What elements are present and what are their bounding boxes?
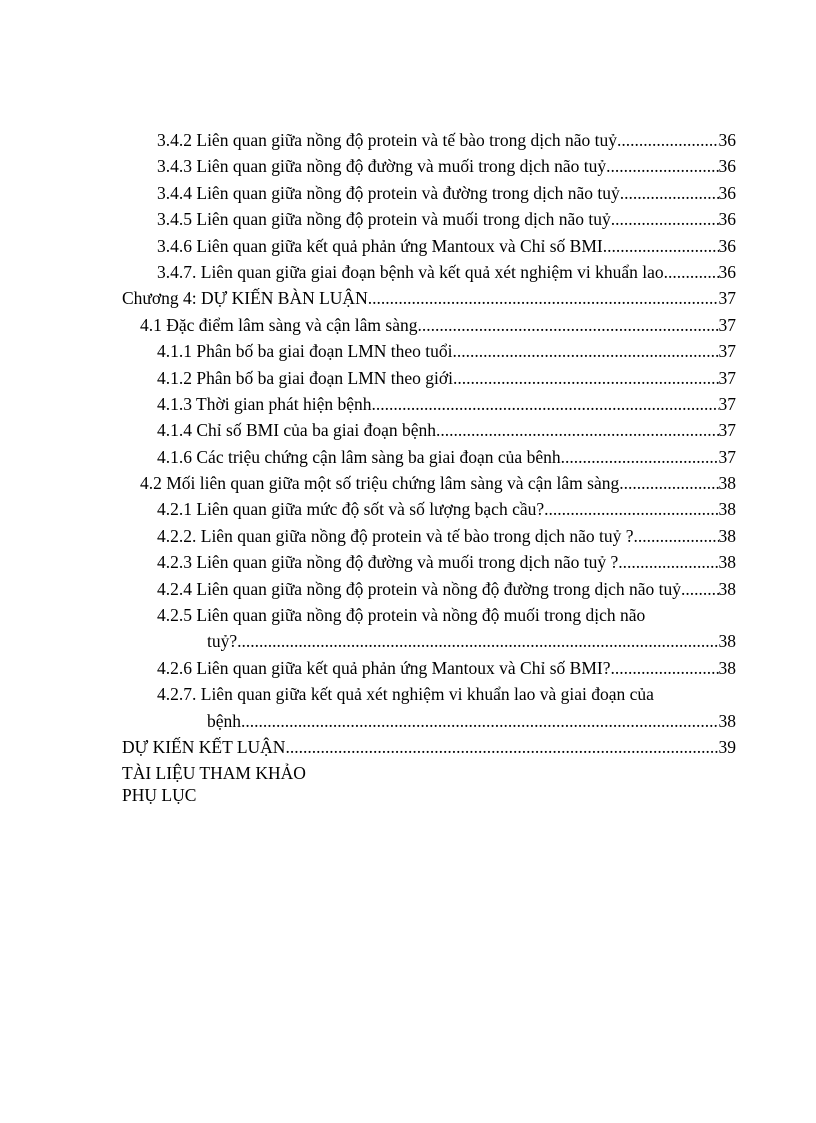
toc-entry-title: 4.1.4 Chỉ số BMI của ba giai đoạn bệnh. xyxy=(157,420,441,441)
toc-dot-leader xyxy=(618,549,718,575)
toc-entry-page-number: 38 xyxy=(718,552,736,573)
toc-entry-title: DỰ KIẾN KẾT LUẬN xyxy=(122,736,286,757)
toc-entry-page-number: 37 xyxy=(718,288,736,309)
toc-entry-title: 4.1 Đặc điểm lâm sàng và cận lâm sàng xyxy=(140,314,418,335)
toc-entry xyxy=(0,180,816,206)
toc-entry-page-number: 37 xyxy=(718,314,736,335)
toc-dot-leader xyxy=(565,444,719,470)
toc-dot-leader xyxy=(634,523,719,549)
toc-dot-leader xyxy=(685,576,718,602)
toc-entry-page-number: 36 xyxy=(718,261,736,282)
toc-dot-leader xyxy=(457,338,719,364)
toc-entry xyxy=(0,655,816,681)
toc-dot-leader xyxy=(619,470,718,496)
toc-entry xyxy=(0,784,816,808)
toc-entry-title: 4.2 Mối liên quan giữa một số triệu chứng lâm sàng và cận lâm sàng xyxy=(140,473,620,494)
toc-entry xyxy=(0,602,816,628)
toc-entry-title: Chương 4: DỰ KIẾN BÀN LUẬN xyxy=(122,288,368,309)
toc-entry-title: TÀI LIỆU THAM KHẢO xyxy=(122,763,306,784)
toc-entry-title: 4.2.1 Liên quan giữa mức độ sốt và số lượng bạch cầu? xyxy=(157,499,545,520)
toc-entry xyxy=(0,496,816,522)
toc-dot-leader xyxy=(615,206,718,232)
toc-entry-page-number: 37 xyxy=(718,446,736,467)
toc-entry xyxy=(0,734,816,760)
toc-entry-page-number: 37 xyxy=(718,341,736,362)
toc-entry-title: PHỤ LỤC xyxy=(122,785,197,806)
toc-dot-leader xyxy=(417,312,718,338)
toc-entry-page-number: 36 xyxy=(718,209,736,230)
toc-entry xyxy=(0,127,816,153)
toc-entry-page-number: 39 xyxy=(718,736,736,757)
toc-entry xyxy=(0,523,816,549)
toc-entry-title: 3.4.4 Liên quan giữa nồng độ protein và đường trong dịch não tuỷ. xyxy=(157,182,625,203)
toc-dot-leader xyxy=(285,734,718,760)
toc-entry-title: 4.2.7. Liên quan giữa kết quả xét nghiệm vi khuẩn lao và giai đoạn của xyxy=(157,684,654,705)
toc-entry-title: 4.2.3 Liên quan giữa nồng độ đường và muối trong dịch não tuỷ ? xyxy=(157,552,619,573)
toc-dot-leader xyxy=(664,259,719,285)
toc-entry xyxy=(0,470,816,496)
toc-dot-leader xyxy=(241,708,718,734)
toc-entry xyxy=(0,285,816,311)
toc-entry xyxy=(0,391,816,417)
toc-entry-page-number: 37 xyxy=(718,367,736,388)
toc-entry-title: 4.1.2 Phân bố ba giai đoạn LMN theo giới. xyxy=(157,367,458,388)
toc-entry-page-number: 38 xyxy=(718,631,736,652)
toc-entry-page-number: 38 xyxy=(718,657,736,678)
toc-entry-title: 4.1.3 Thời gian phát hiện bệnh. xyxy=(157,393,376,414)
toc-entry-page-number: 38 xyxy=(718,473,736,494)
toc-dot-leader xyxy=(610,655,718,681)
toc-entry-title: 3.4.2 Liên quan giữa nồng độ protein và tế bào trong dịch não tuỷ. xyxy=(157,130,622,150)
toc-entry-title: 4.2.5 Liên quan giữa nồng độ protein và nồng độ muối trong dịch não xyxy=(157,605,646,626)
toc-entry-page-number: 38 xyxy=(718,525,736,546)
toc-dot-leader xyxy=(368,285,719,311)
toc-entry xyxy=(0,681,816,707)
toc-entry-title: 4.2.6 Liên quan giữa kết quả phản ứng Mantoux và Chỉ số BMI? xyxy=(157,657,611,678)
toc-entry-page-number: 38 xyxy=(718,499,736,520)
toc-entry-title: 3.4.3 Liên quan giữa nồng độ đường và muối trong dịch não tuỷ xyxy=(157,156,607,177)
toc-entry-title: 3.4.7. Liên quan giữa giai đoạn bệnh và kết quả xét nghiệm vi khuẩn lao xyxy=(157,261,664,282)
toc-entry xyxy=(0,338,816,364)
toc-entry-title: 4.1.1 Phân bố ba giai đoạn LMN theo tuổi. xyxy=(157,341,457,362)
toc-entry-page-number: 37 xyxy=(718,393,736,414)
toc-entry-page-number: 38 xyxy=(718,578,736,599)
toc-entry-title: 4.2.2. Liên quan giữa nồng độ protein và tế bào trong dịch não tuỷ ? xyxy=(157,525,634,546)
toc-dot-leader xyxy=(457,365,718,391)
toc-entry xyxy=(0,259,816,285)
toc-entry xyxy=(0,206,816,232)
toc-dot-leader xyxy=(624,180,718,206)
toc-entry xyxy=(0,233,816,259)
toc-entry xyxy=(0,365,816,391)
toc-entry-page-number: 36 xyxy=(718,130,736,150)
toc-entry-title: 4.2.4 Liên quan giữa nồng độ protein và nồng độ đường trong dịch não tuỷ. xyxy=(157,578,686,599)
toc-entry-title: 3.4.5 Liên quan giữa nồng độ protein và muối trong dịch não tuỷ. xyxy=(157,209,616,230)
toc-entry xyxy=(0,549,816,575)
toc-dot-leader xyxy=(376,391,719,417)
toc-entry-page-number: 37 xyxy=(718,420,736,441)
toc-entry xyxy=(0,576,816,602)
toc-entry-page-number: 36 xyxy=(718,156,736,177)
toc-dot-leader xyxy=(621,127,718,153)
table-of-contents xyxy=(0,127,816,808)
toc-entry-title: bệnh xyxy=(207,710,242,731)
toc-entry-title: 4.1.6 Các triệu chứng cận lâm sàng ba giai đoạn của bênh. xyxy=(157,446,565,467)
toc-entry xyxy=(0,760,816,784)
toc-entry xyxy=(0,153,816,179)
toc-entry-page-number: 36 xyxy=(718,182,736,203)
toc-entry-page-number: 38 xyxy=(718,710,736,731)
toc-entry xyxy=(0,628,816,654)
toc-dot-leader xyxy=(606,153,718,179)
toc-dot-leader xyxy=(603,233,719,259)
toc-dot-leader xyxy=(440,417,718,443)
toc-dot-leader xyxy=(544,496,718,522)
toc-dot-leader xyxy=(237,628,718,654)
toc-entry xyxy=(0,444,816,470)
toc-entry-title: 3.4.6 Liên quan giữa kết quả phản ứng Mantoux và Chỉ số BMI xyxy=(157,235,603,256)
toc-entry-title: tuỷ? xyxy=(207,631,238,652)
toc-entry xyxy=(0,417,816,443)
toc-entry xyxy=(0,708,816,734)
toc-entry-page-number: 36 xyxy=(718,235,736,256)
toc-entry xyxy=(0,312,816,338)
